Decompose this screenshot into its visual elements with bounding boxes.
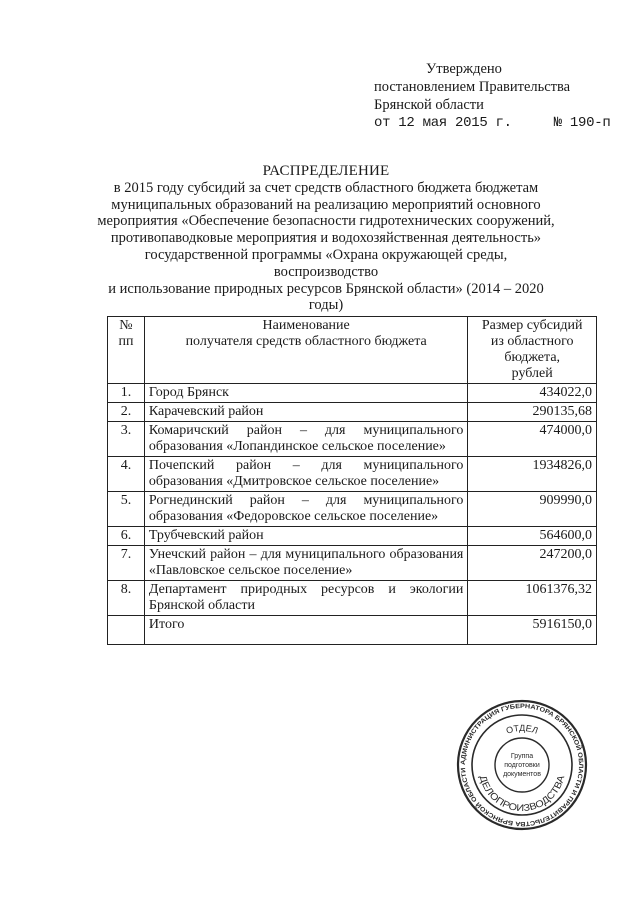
approval-number: № 190-п: [553, 115, 611, 131]
office-stamp: [455, 698, 589, 832]
row-amount: 909990,0: [468, 492, 597, 527]
header-num: [108, 317, 145, 384]
row-amount: 564600,0: [468, 527, 597, 546]
total-label: Итого: [144, 616, 467, 645]
row-num: 3.: [108, 422, 145, 457]
approval-block: [374, 60, 636, 132]
table-total-row: [108, 616, 597, 645]
heading-line: мероприятия «Обеспечение безопасности гидротехнических сооружений,: [97, 213, 555, 230]
table-row: [108, 457, 597, 492]
stamp-dept-top-path: ОТДЕЛ: [504, 722, 540, 736]
header-amount-line: бюджета,: [504, 350, 561, 365]
row-name: Город Брянск: [144, 384, 467, 403]
heading-line: и использование природных ресурсов Брянской области» (2014 – 2020 годы): [108, 280, 544, 314]
row-amount: 1934826,0: [468, 457, 597, 492]
header-name: [144, 317, 467, 384]
table-row: [108, 403, 597, 422]
row-num: 2.: [108, 403, 145, 422]
row-name: Почепский район – для муниципального образования «Дмитровское сельское поселение»: [144, 457, 467, 492]
header-num-line: №: [119, 318, 133, 333]
row-num: 6.: [108, 527, 145, 546]
heading-line: муниципальных образований на реализацию мероприятий основного: [111, 196, 541, 213]
stamp-dept-bottom: [477, 773, 568, 814]
row-num: 5.: [108, 492, 145, 527]
approved-label: Утверждено: [426, 61, 502, 77]
stamp-outer-textpath: АДМИНИСТРАЦИЯ ГУБЕРНАТОРА БРЯНСКОЙ ОБЛАСТИ И ПРАВИТЕЛЬСТВА БРЯНСКОЙ ОБЛАСТИ: [459, 702, 585, 828]
header-amount-line: из областного: [490, 334, 574, 349]
approved-by: постановлением Правительства: [374, 79, 571, 95]
header-name-line: Наименование: [262, 318, 350, 333]
table-row: [108, 581, 597, 616]
total-amount: 5916150,0: [468, 616, 597, 645]
row-amount: 247200,0: [468, 546, 597, 581]
header-amount-line: Размер субсидий: [481, 318, 583, 333]
row-name: Рогнединский район – для муниципального образования «Федоровское сельское поселение»: [144, 492, 467, 527]
row-num: [108, 616, 145, 645]
header-name-line: получателя средств областного бюджета: [185, 334, 427, 349]
approved-region: Брянской области: [374, 97, 484, 113]
row-num: 7.: [108, 546, 145, 581]
row-name: Унечский район – для муниципального образования «Павловское сельское поселение»: [144, 546, 467, 581]
row-name: Трубчевский район: [144, 527, 467, 546]
document-heading: [96, 163, 556, 314]
stamp-dept-bottom-path: ДЕЛОПРОИЗВОДСТВА: [476, 774, 567, 815]
table-row: [108, 527, 597, 546]
table-row: [108, 384, 597, 403]
stamp-center-line: документов: [503, 771, 541, 778]
subsidy-table: [107, 316, 597, 645]
row-amount: 474000,0: [468, 422, 597, 457]
row-amount: 1061376,32: [468, 581, 597, 616]
row-name: Карачевский район: [144, 403, 467, 422]
table-row: [108, 422, 597, 457]
row-num: 4.: [108, 457, 145, 492]
stamp-center-line: Группа: [510, 753, 534, 760]
row-num: 8.: [108, 581, 145, 616]
heading-line: в 2015 году субсидий за счет средств областного бюджета бюджетам: [113, 179, 539, 196]
row-name: Департамент природных ресурсов и экологии Брянской области: [144, 581, 467, 616]
approval-date-line: [374, 114, 636, 132]
header-num-line: пп: [118, 334, 134, 349]
approval-date: от 12 мая 2015 г.: [374, 115, 512, 131]
header-amount-line: рублей: [511, 366, 553, 381]
heading-line: государственной программы «Охрана окружающей среды, воспроизводство: [144, 246, 508, 280]
row-num: 1.: [108, 384, 145, 403]
header-amount: [468, 317, 597, 384]
row-amount: 434022,0: [468, 384, 597, 403]
table-row: [108, 546, 597, 581]
heading-line: противопаводковые мероприятия и водохозяйственная деятельность»: [110, 230, 542, 247]
document-title: РАСПРЕДЕЛЕНИЕ: [262, 163, 390, 179]
table-row: [108, 492, 597, 527]
stamp-center-line: подготовки: [504, 762, 540, 769]
row-amount: 290135,68: [468, 403, 597, 422]
stamp-dept-top: [505, 723, 540, 736]
row-name: Комаричский район – для муниципального образования «Лопандинское сельское поселение»: [144, 422, 467, 457]
table-header-row: [108, 317, 597, 384]
